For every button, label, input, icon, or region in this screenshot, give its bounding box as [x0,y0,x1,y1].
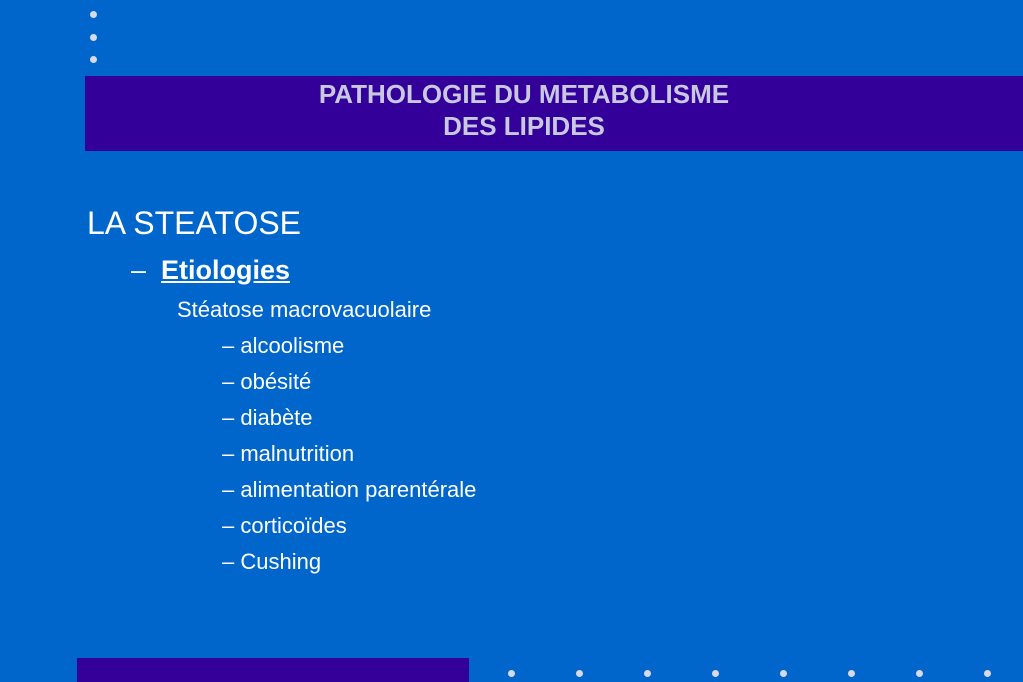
causes-list [222,332,476,584]
decorative-dot [90,56,97,63]
decorative-dot [508,670,515,677]
decorative-dot [712,670,719,677]
footer-band [77,658,469,682]
list-item: – corticoïdes [222,513,347,538]
category-label: Stéatose macrovacuolaire [177,297,432,322]
subheading [131,253,290,287]
list-item: – obésité [222,369,312,394]
decorative-dot [848,670,855,677]
decorative-dot [984,670,991,677]
decorative-dot [576,670,583,677]
subheading-dash: – [131,255,147,285]
decorative-dot [644,670,651,677]
decorative-dot [916,670,923,677]
slide-title [85,78,963,142]
section-heading: LA STEATOSE [87,205,302,241]
slide-title-line2: DES LIPIDES [443,111,605,141]
list-item: – diabète [222,405,313,430]
slide-title-line1: PATHOLOGIE DU METABOLISME [318,79,730,109]
subheading-text: Etiologies [161,255,291,285]
list-item: – alcoolisme [222,333,345,358]
decorative-dot [90,11,97,18]
list-item: – alimentation parentérale [222,477,477,502]
decorative-dot [780,670,787,677]
list-item: – Cushing [222,549,322,574]
list-item: – malnutrition [222,441,355,466]
decorative-dot [90,34,97,41]
